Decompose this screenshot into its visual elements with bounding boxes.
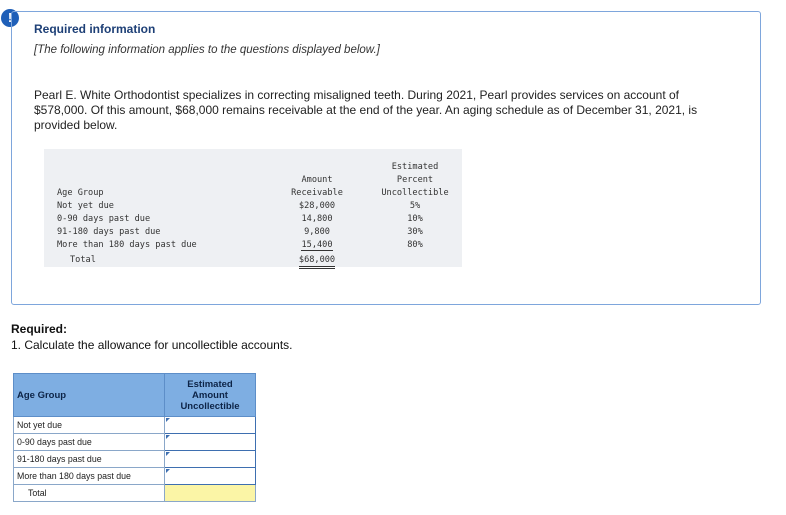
required-information-title: Required information <box>34 22 156 36</box>
answer-row <box>14 468 256 485</box>
aging-row-amount <box>272 240 362 250</box>
answer-row <box>14 417 256 434</box>
answer-row-age: 0-90 days past due <box>14 434 165 451</box>
aging-row-amount: 14,800 <box>301 214 333 224</box>
info-note: [The following information applies to the questions displayed below.] <box>34 44 380 56</box>
aging-total-amount-value: $68,000 <box>299 255 335 269</box>
required-heading: Required: <box>11 322 68 336</box>
header-estimated: Estimated <box>391 162 439 172</box>
answer-input-cell[interactable] <box>165 468 256 485</box>
answer-total-value <box>165 485 256 502</box>
answer-input-cell[interactable] <box>165 417 256 434</box>
input-marker-icon <box>166 435 170 439</box>
aging-row-age: 91-180 days past due <box>57 227 161 237</box>
aging-row-age: Not yet due <box>57 201 114 211</box>
aging-row-amount: $28,000 <box>298 201 336 211</box>
header-line: Amount <box>192 389 228 401</box>
aging-schedule <box>44 149 462 267</box>
problem-description: Pearl E. White Orthodontist specializes in correcting misaligned teeth. During 2021, Pearl provides services on account of $578,000. Of this amount, $68,000 remains receivable at the end of the year. An aging schedule as of December 31, 2021, is provided below. <box>34 88 698 132</box>
over-180-days-amount-input[interactable] <box>165 468 255 484</box>
answer-row-age: Not yet due <box>14 417 165 434</box>
answer-row-age: 91-180 days past due <box>14 451 165 468</box>
aging-row-percent: 30% <box>407 227 423 237</box>
answer-row <box>14 434 256 451</box>
aging-row-age: More than 180 days past due <box>57 240 197 250</box>
0-90-days-amount-input[interactable] <box>165 434 255 450</box>
input-marker-icon <box>166 418 170 422</box>
answer-row <box>14 451 256 468</box>
aging-row-amount-value: 15,400 <box>301 240 333 250</box>
answer-total-label: Total <box>14 485 165 502</box>
answer-total-row <box>14 485 256 502</box>
exclamation-icon: ! <box>1 9 19 27</box>
aging-row-amount: 9,800 <box>304 227 330 237</box>
answer-row-age: More than 180 days past due <box>14 468 165 485</box>
aging-row-percent: 10% <box>407 214 423 224</box>
answer-input-cell[interactable] <box>165 434 256 451</box>
header-percent: Percent <box>396 175 434 185</box>
header-receivable: Receivable <box>291 188 343 198</box>
header-age-group: Age Group <box>57 188 104 198</box>
input-marker-icon <box>166 469 170 473</box>
answer-header-estimated-amount <box>165 374 256 417</box>
answer-header-age-group: Age Group <box>14 374 165 417</box>
required-question: 1. Calculate the allowance for uncollectible accounts. <box>11 338 293 352</box>
header-uncollectible: Uncollectible <box>381 188 449 198</box>
aging-row-percent: 80% <box>407 240 423 250</box>
header-line: Uncollectible <box>180 400 240 412</box>
aging-row-age: 0-90 days past due <box>57 214 151 224</box>
header-amount: Amount <box>301 175 333 185</box>
answer-table <box>13 373 256 502</box>
91-180-days-amount-input[interactable] <box>165 451 255 467</box>
header-line: Estimated <box>187 378 233 390</box>
aging-total-label: Total <box>70 255 96 265</box>
aging-row-percent: 5% <box>409 201 421 211</box>
input-marker-icon <box>166 452 170 456</box>
answer-input-cell[interactable] <box>165 451 256 468</box>
not-yet-due-amount-input[interactable] <box>165 417 255 433</box>
aging-total-amount <box>272 255 362 265</box>
